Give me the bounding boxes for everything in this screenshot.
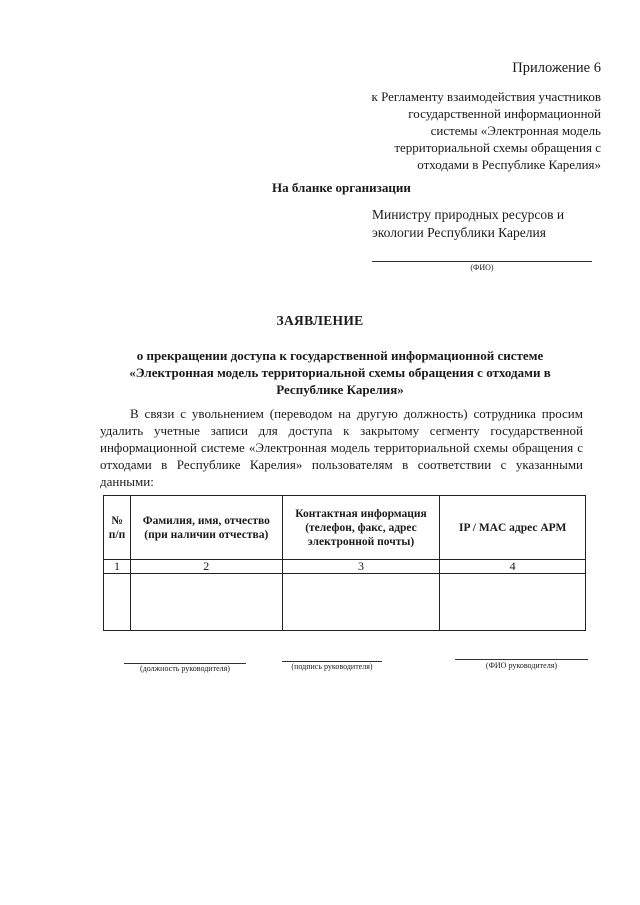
appendix-line: территориальной схемы обращения с [394,140,601,155]
recipient-line: Министру природных ресурсов и [372,207,565,222]
column-number: 2 [130,560,282,574]
table-cell [130,574,282,631]
users-table [103,495,586,631]
appendix-reference [0,88,601,173]
table-cell [440,574,586,631]
column-number: 1 [104,560,131,574]
recipient [372,206,564,242]
appendix-line: системы «Электронная модель [430,123,601,138]
recipient-line: экологии Республики Карелия [372,225,546,240]
table-cell [104,574,131,631]
column-number: 4 [440,560,586,574]
recipient-fio-caption: (ФИО) [470,263,494,272]
appendix-line: государственной информационной [408,106,601,121]
letterhead-note: На бланке организации [272,180,411,195]
document-body: В связи с увольнением (переводом на другую должность) сотрудника просим удалить учетные записи для доступа к закрытому сегменту государственной информационной системе «Электронная модель территориальной схемы обращения с отходами в Республике Карелия» пользователям в соответствии с указанными данными: [100,406,583,489]
document-subtitle: о прекращении доступа к государственной информационной системе «Электронная модель территориальной схемы обращения с отходами в Республике Карелия» [129,348,551,397]
name-caption: (ФИО руководителя) [485,661,558,670]
header-number: № п/п [104,496,131,560]
position-caption: (должность руководителя) [140,664,230,673]
table-row [104,574,586,631]
column-number: 3 [282,560,440,574]
table-number-row [104,560,586,574]
appendix-line: отходами в Республике Карелия» [417,157,601,172]
header-contact-info: Контактная информация (телефон, факс, адрес электронной почты) [282,496,440,560]
table-cell [282,574,440,631]
appendix-title: Приложение 6 [512,60,601,76]
recipient-fio-line [372,261,592,262]
header-full-name: Фамилия, имя, отчество (при наличии отчества) [130,496,282,560]
appendix-line: к Регламенту взаимодействия участников [371,89,601,104]
name-signature-line [455,659,588,660]
document-title: ЗАЯВЛЕНИЕ [276,313,364,328]
table-header-row [104,496,586,560]
signature-caption: (подпись руководителя) [291,662,373,671]
header-ip-mac: IP / MAC адрес АРМ [440,496,586,560]
